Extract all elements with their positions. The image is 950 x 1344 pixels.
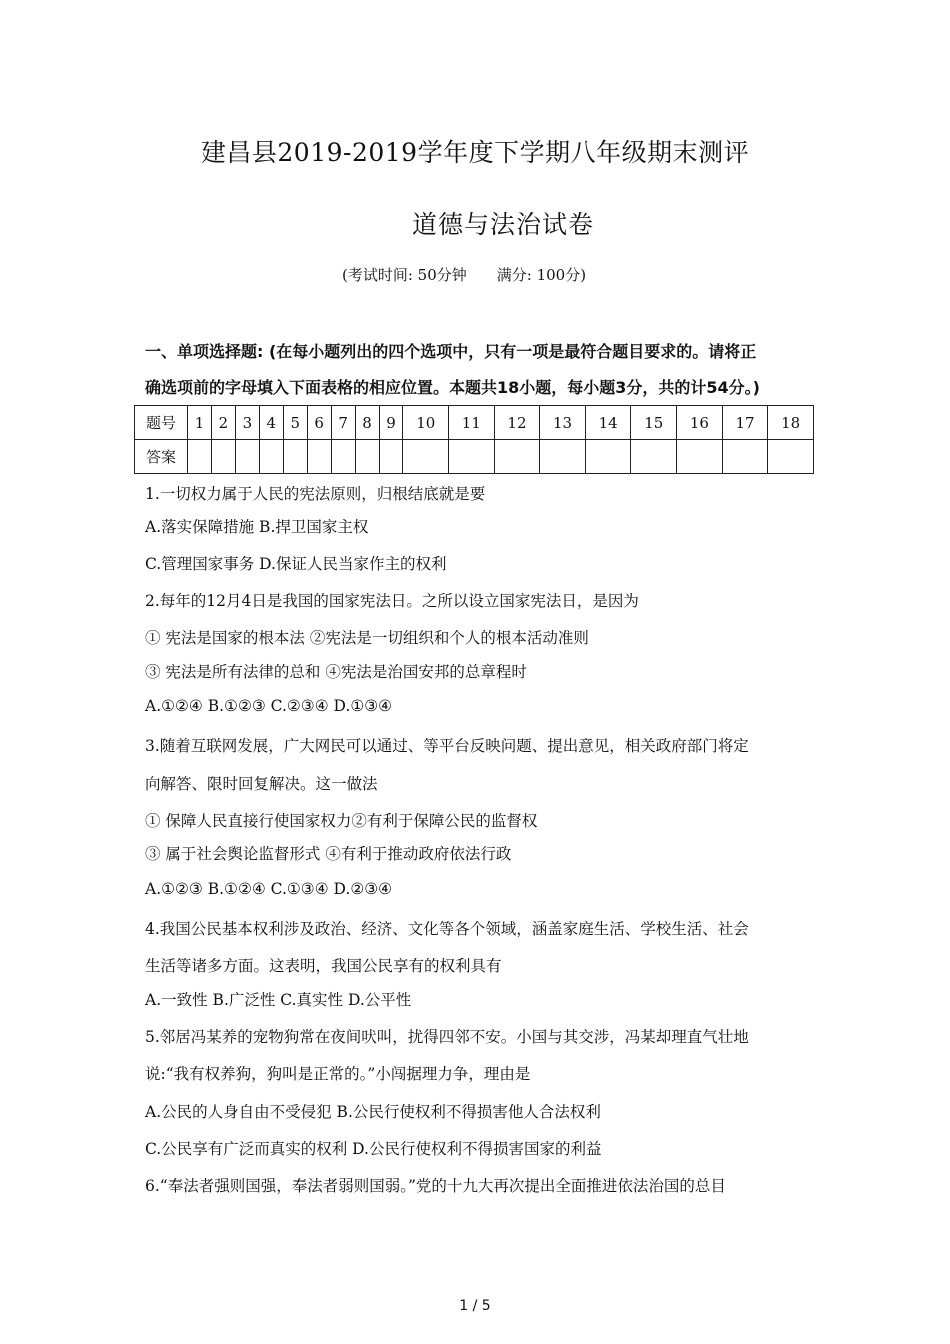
answer-cell[interactable] <box>307 440 331 474</box>
q3-items-12: ① 保障人民直接行使国家权力②有利于保障公民的监督权 <box>145 812 538 830</box>
question-number-cell: 14 <box>585 406 631 440</box>
q1-stem: 1.一切权力属于人民的宪法原则，归根结底就是要 <box>145 485 486 503</box>
q5-options-cd: C.公民享有广泛而真实的权利 D.公民行使权利不得损害国家的利益 <box>145 1140 602 1158</box>
question-number-cell: 9 <box>379 406 403 440</box>
answer-cell[interactable] <box>188 440 212 474</box>
q3-stem-line1: 3.随着互联网发展，广大网民可以通过、等平台反映问题、提出意见，相关政府部门将定 <box>145 737 749 755</box>
answer-cell[interactable] <box>768 440 814 474</box>
question-number-cell: 13 <box>540 406 586 440</box>
section-heading-line1: 一、单项选择题: (在每小题列出的四个选项中，只有一项是最符合题目要求的。请将正 <box>145 342 757 361</box>
question-number-cell: 6 <box>307 406 331 440</box>
answer-cell[interactable] <box>331 440 355 474</box>
answer-cell[interactable] <box>355 440 379 474</box>
q3-options: A.①②③ B.①②④ C.①③④ D.②③④ <box>145 880 393 898</box>
exam-time: (考试时间: 50分钟 <box>342 266 467 284</box>
question-number-cell: 12 <box>494 406 540 440</box>
question-number-cell: 3 <box>235 406 259 440</box>
question-number-cell: 18 <box>768 406 814 440</box>
question-number-cell: 2 <box>211 406 235 440</box>
q5-stem-line1: 5.邻居冯某养的宠物狗常在夜间吠叫，扰得四邻不安。小国与其交涉，冯某却理直气壮地 <box>145 1028 749 1046</box>
q3-items-34: ③ 属于社会舆论监督形式 ④有利于推动政府依法行政 <box>145 845 512 863</box>
q1-options-ab: A.落实保障措施 B.捍卫国家主权 <box>145 518 369 536</box>
answer-cell[interactable] <box>379 440 403 474</box>
q4-options: A.一致性 B.广泛性 C.真实性 D.公平性 <box>145 991 412 1009</box>
q4-stem-line2: 生活等诸多方面。这表明，我国公民享有的权利具有 <box>145 957 502 975</box>
answer-cell[interactable] <box>259 440 283 474</box>
exam-title: 建昌县2019-2019学年度下学期八年级期末测评 <box>200 138 750 167</box>
q3-stem-line2: 向解答、限时回复解决。这一做法 <box>145 775 378 793</box>
q5-stem-line2: 说:“我有权养狗，狗叫是正常的。”小闯据理力争，理由是 <box>145 1065 531 1083</box>
answer-cell[interactable] <box>403 440 449 474</box>
exam-subtitle: 道德与法治试卷 <box>412 210 595 239</box>
question-number-cell: 7 <box>331 406 355 440</box>
answer-cell[interactable] <box>677 440 723 474</box>
question-number-cell: 16 <box>677 406 723 440</box>
answer-cell[interactable] <box>283 440 307 474</box>
question-number-cell: 8 <box>355 406 379 440</box>
answer-cell[interactable] <box>585 440 631 474</box>
exam-info <box>342 264 586 285</box>
row-label-number: 题号 <box>135 406 188 440</box>
q5-options-ab: A.公民的人身自由不受侵犯 B.公民行使权利不得损害他人合法权利 <box>145 1103 601 1121</box>
section-heading-line2: 确选项前的字母填入下面表格的相应位置。本题共18小题，每小题3分，共的计54分。) <box>145 378 760 397</box>
answer-cell[interactable] <box>631 440 677 474</box>
answer-cell[interactable] <box>235 440 259 474</box>
question-number-cell: 11 <box>449 406 495 440</box>
question-number-cell: 17 <box>722 406 768 440</box>
answer-cell[interactable] <box>494 440 540 474</box>
question-number-cell: 4 <box>259 406 283 440</box>
row-label-answer: 答案 <box>135 440 188 474</box>
answer-cell[interactable] <box>722 440 768 474</box>
question-number-cell: 1 <box>188 406 212 440</box>
q4-stem-line1: 4.我国公民基本权利涉及政治、经济、文化等各个领域，涵盖家庭生活、学校生活、社会 <box>145 920 749 938</box>
answer-table <box>134 405 814 474</box>
answer-cell[interactable] <box>211 440 235 474</box>
q2-options: A.①②④ B.①②③ C.②③④ D.①③④ <box>145 697 393 715</box>
answer-cell[interactable] <box>540 440 586 474</box>
answer-table-answer-row <box>135 440 814 474</box>
q2-items-34: ③ 宪法是所有法律的总和 ④宪法是治国安邦的总章程时 <box>145 663 527 681</box>
q6-stem-line1: 6.“奉法者强则国强，奉法者弱则国弱。”党的十九大再次提出全面推进依法治国的总目 <box>145 1177 726 1195</box>
q2-items-12: ① 宪法是国家的根本法 ②宪法是一切组织和个人的根本活动准则 <box>145 629 589 647</box>
question-number-cell: 5 <box>283 406 307 440</box>
full-score: 满分: 100分) <box>496 266 587 284</box>
page-number: 1 / 5 <box>459 1298 491 1314</box>
q2-stem: 2.每年的12月4日是我国的国家宪法日。之所以设立国家宪法日，是因为 <box>145 592 639 610</box>
question-number-cell: 15 <box>631 406 677 440</box>
answer-table-number-row <box>135 406 814 440</box>
answer-cell[interactable] <box>449 440 495 474</box>
q1-options-cd: C.管理国家事务 D.保证人民当家作主的权利 <box>145 555 447 573</box>
question-number-cell: 10 <box>403 406 449 440</box>
